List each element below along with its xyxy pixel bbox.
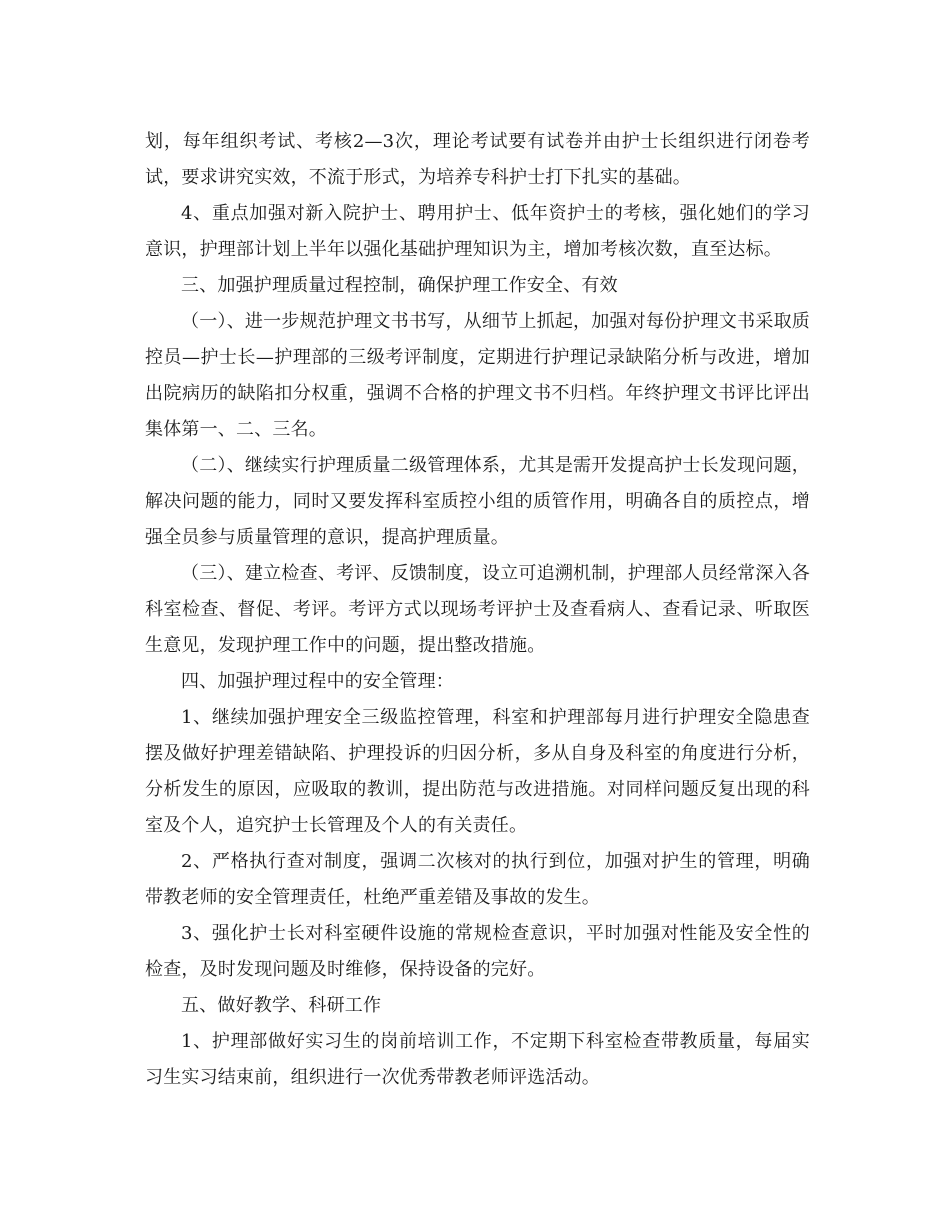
paragraph-safety-3: 3、强化护士长对科室硬件设施的常规检查意识，平时加强对性能及安全性的检查，及时发现问题及时维修，保持设备的完好。 [145,923,810,980]
document-body [145,124,810,1096]
section-heading-5: 五、做好教学、科研工作 [181,995,382,1016]
paragraph-continuation: 划，每年组织考试、考核2—3次，理论考试要有试卷并由护士长组织进行闭卷考试，要求讲究实效，不流于形式，为培养专科护士打下扎实的基础。 [145,131,810,188]
paragraph-sub-1: （一）、进一步规范护理文书书写，从细节上抓起，加强对每份护理文书采取质控员—护士长—护理部的三级考评制度，定期进行护理记录缺陷分析与改进，增加出院病历的缺陷扣分权重，强调不合格的护理文书不归档。年终护理文书评比评出集体第一、二、三名。 [145,311,810,440]
paragraph-teaching-1: 1、护理部做好实习生的岗前培训工作，不定期下科室检查带教质量，每届实习生实习结束前，组织进行一次优秀带教老师评选活动。 [145,1031,810,1088]
section-heading-4: 四、加强护理过程中的安全管理： [181,671,454,692]
paragraph-sub-3: （三）、建立检查、考评、反馈制度，设立可追溯机制，护理部人员经常深入各科室检查、督促、考评。考评方式以现场考评护士及查看病人、查看记录、听取医生意见，发现护理工作中的问题，提出整改措施。 [145,563,810,656]
paragraph-safety-2: 2、严格执行查对制度，强调二次核对的执行到位，加强对护生的管理，明确带教老师的安全管理责任，杜绝严重差错及事故的发生。 [145,851,810,908]
paragraph-sub-2: （二）、继续实行护理质量二级管理体系，尤其是需开发提高护士长发现问题，解决问题的能力，同时又要发挥科室质控小组的质管作用，明确各自的质控点，增强全员参与质量管理的意识，提高护理质量。 [145,455,810,548]
paragraph-item-4: 4、重点加强对新入院护士、聘用护士、低年资护士的考核，强化她们的学习意识，护理部计划上半年以强化基础护理知识为主，增加考核次数，直至达标。 [145,203,810,260]
section-heading-3: 三、加强护理质量过程控制，确保护理工作安全、有效 [181,275,618,296]
paragraph-safety-1: 1、继续加强护理安全三级监控管理，科室和护理部每月进行护理安全隐患查摆及做好护理差错缺陷、护理投诉的归因分析，多从自身及科室的角度进行分析，分析发生的原因，应吸取的教训，提出防范与改进措施。对同样问题反复出现的科室及个人，追究护士长管理及个人的有关责任。 [145,707,810,836]
